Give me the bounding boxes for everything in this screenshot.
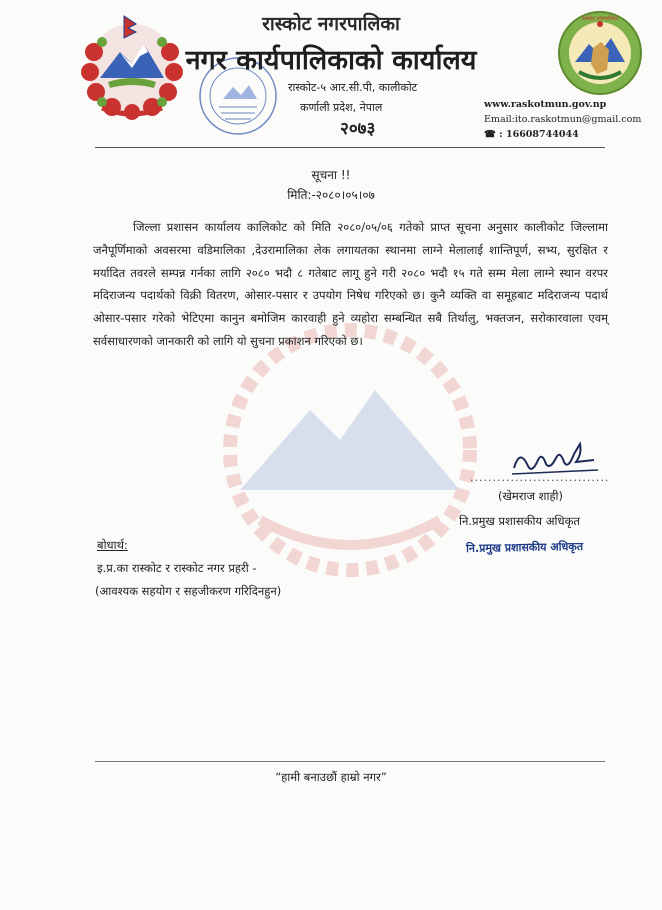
- signatory-name: (खेमराज शाही): [498, 489, 564, 503]
- header-divider: [95, 147, 605, 148]
- footer-divider: [95, 761, 605, 762]
- cc-recipient: इ.प्र.का रास्कोट र रास्कोट नगर प्रहरी -: [97, 561, 257, 575]
- notice-subject: सूचना !!: [311, 168, 351, 182]
- email-text: Email:ito.raskotmun@gmail.com: [484, 114, 642, 125]
- cc-heading: बोधार्थ:: [97, 538, 128, 552]
- footer-motto: “हामी बनाउछौं हाम्रो नगर”: [275, 770, 387, 784]
- svg-text:रास्कोट नगरपालिका: रास्कोट नगरपालिका: [581, 16, 619, 22]
- phone-row: [484, 129, 579, 140]
- signatory-stamp: नि.प्रमुख प्रशासकीय अधिकृत: [465, 539, 584, 556]
- signatory-title: नि.प्रमुख प्रशासकीय अधिकृत: [459, 514, 580, 528]
- notice-body: जिल्ला प्रशासन कार्यालय कालिकोट को मिति २०८०/०५/०६ गतेको प्राप्त सूचना अनुसार कालीकोट जिल्लामा जनैपूर्णिमाको अवसरमा वडिमालिका ,देउरामालिका लेक लगायतका स्थानमा लाग्ने मेलालाई शान्तिपूर्ण, सभ्य, सुरक्षित र मर्यादित तवरले सम्पन्न गर्नका लागि २०८० भदौ ८ गतेबाट लागू हुने गरी २०८० भदौ १५ गते सम्म मेला लाग्ने स्थान वरपर मदिराजन्य पदार्थको विक्री वितरण, ओसार-पसार र उपयोग निषेध गरिएको छ। कुनै व्यक्ति वा समूहबाट मदिराजन्य पदार्थ ओसार-पसार गरेको भेटिएमा कानुन बमोजिम कारवाही हुने व्यहोरा सम्बन्धित सबै तिर्थालु, भक्तजन, सरोकारवाला एवम् सर्वसाधारणको जानकारी को लागि यो सुचना प्रकाशन गरिएको छ।: [93, 220, 608, 348]
- cc-note: (आवश्यक सहयोग र सहजीकरण गरिदिनहुन): [95, 584, 282, 598]
- watermark-emblem: [200, 320, 500, 580]
- office-address: रास्कोट-५ आर.सी.पी, कालीकोट: [288, 81, 418, 94]
- signature-line: ...............................: [470, 471, 610, 484]
- phone-icon: ☎: [484, 129, 496, 140]
- establishment-year: २०७३: [340, 119, 376, 139]
- phone-number: : 16608744044: [499, 129, 579, 140]
- office-province: कर्णाली प्रदेश, नेपाल: [300, 101, 383, 114]
- notice-date: मिति:-२०८०।०५।०७: [287, 188, 375, 202]
- municipality-name: रास्कोट नगरपालिका: [262, 13, 400, 35]
- office-title: नगर कार्यपालिकाको कार्यालय: [185, 45, 477, 76]
- website-text: www.raskotmun.gov.np: [484, 99, 607, 110]
